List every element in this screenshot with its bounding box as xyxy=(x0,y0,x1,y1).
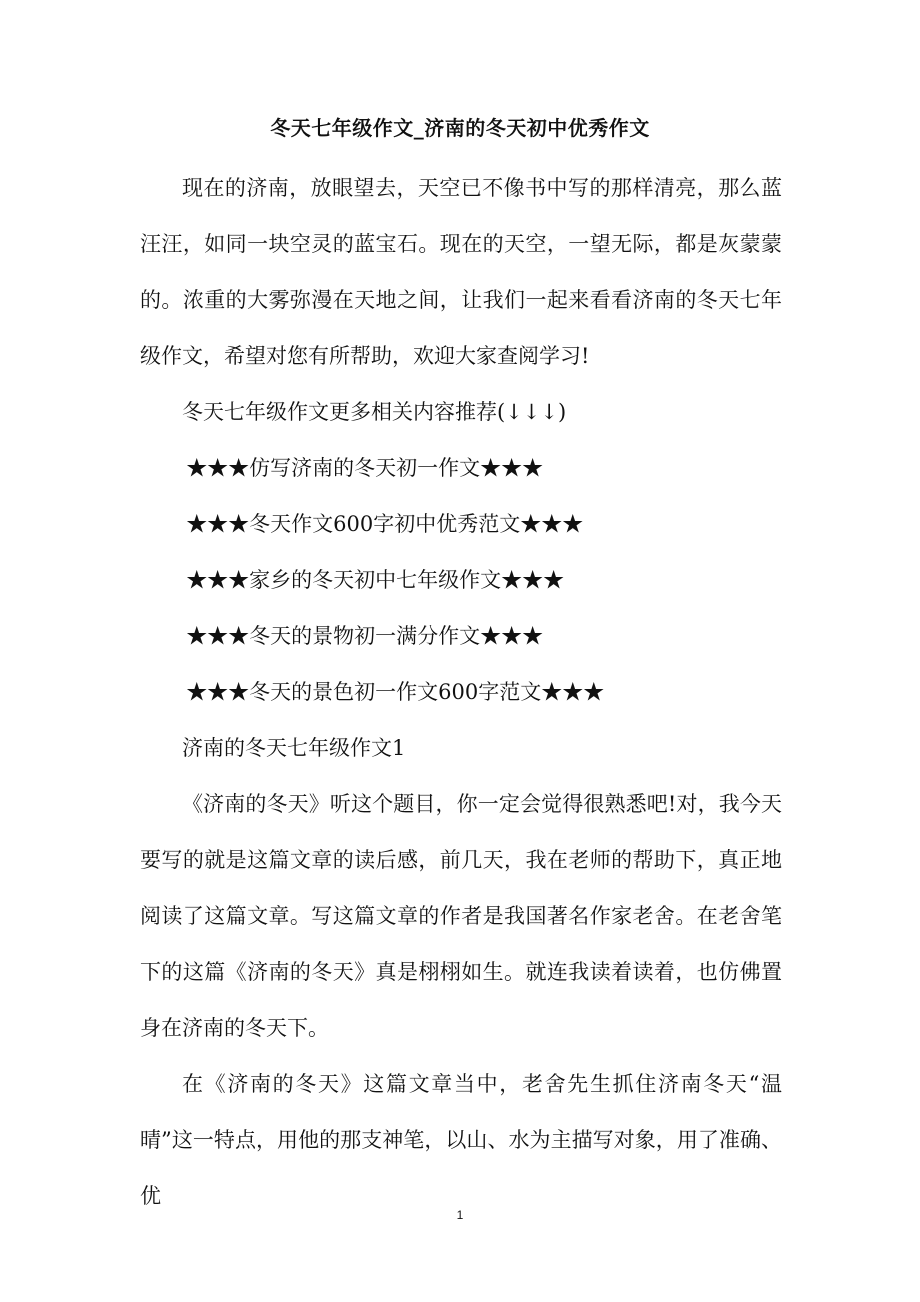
recommendation-link-4[interactable]: ★★★冬天的景物初一满分作文★★★ xyxy=(186,624,544,648)
recommendation-heading: 冬天七年级作文更多相关内容推荐(↓↓↓) xyxy=(182,400,567,424)
recommendation-link-5[interactable]: ★★★冬天的景色初一作文600字范文★★★ xyxy=(186,680,605,704)
page-number: 1 xyxy=(456,1208,464,1222)
recommendation-link-1[interactable]: ★★★仿写济南的冬天初一作文★★★ xyxy=(186,456,544,480)
body-paragraph-2: 在《济南的冬天》这篇文章当中，老舍先生抓住济南冬天“温晴”这一特点，用他的那支神笔，以山、水为主描写对象，用了准确、优 xyxy=(140,1072,782,1208)
recommendation-link-2[interactable]: ★★★冬天作文600字初中优秀范文★★★ xyxy=(186,512,584,536)
body-paragraph-1: 《济南的冬天》听这个题目，你一定会觉得很熟悉吧!对，我今天要写的就是这篇文章的读后感，前几天，我在老师的帮助下，真正地阅读了这篇文章。写这篇文章的作者是我国著名作家老舍。在老舍笔下的这篇《济南的冬天》真是栩栩如生。就连我读着读着，也仿佛置身在济南的冬天下。 xyxy=(140,792,782,1040)
recommendation-link-3[interactable]: ★★★家乡的冬天初中七年级作文★★★ xyxy=(186,568,565,592)
intro-paragraph: 现在的济南，放眼望去，天空已不像书中写的那样清亮，那么蓝汪汪，如同一块空灵的蓝宝石。现在的天空，一望无际，都是灰蒙蒙的。浓重的大雾弥漫在天地之间，让我们一起来看看济南的冬天七年级作文，希望对您有所帮助，欢迎大家查阅学习! xyxy=(140,176,782,368)
document-body xyxy=(140,160,782,1224)
document-title: 冬天七年级作文_济南的冬天初中优秀作文 xyxy=(270,116,650,140)
section-heading: 济南的冬天七年级作文1 xyxy=(182,736,406,760)
